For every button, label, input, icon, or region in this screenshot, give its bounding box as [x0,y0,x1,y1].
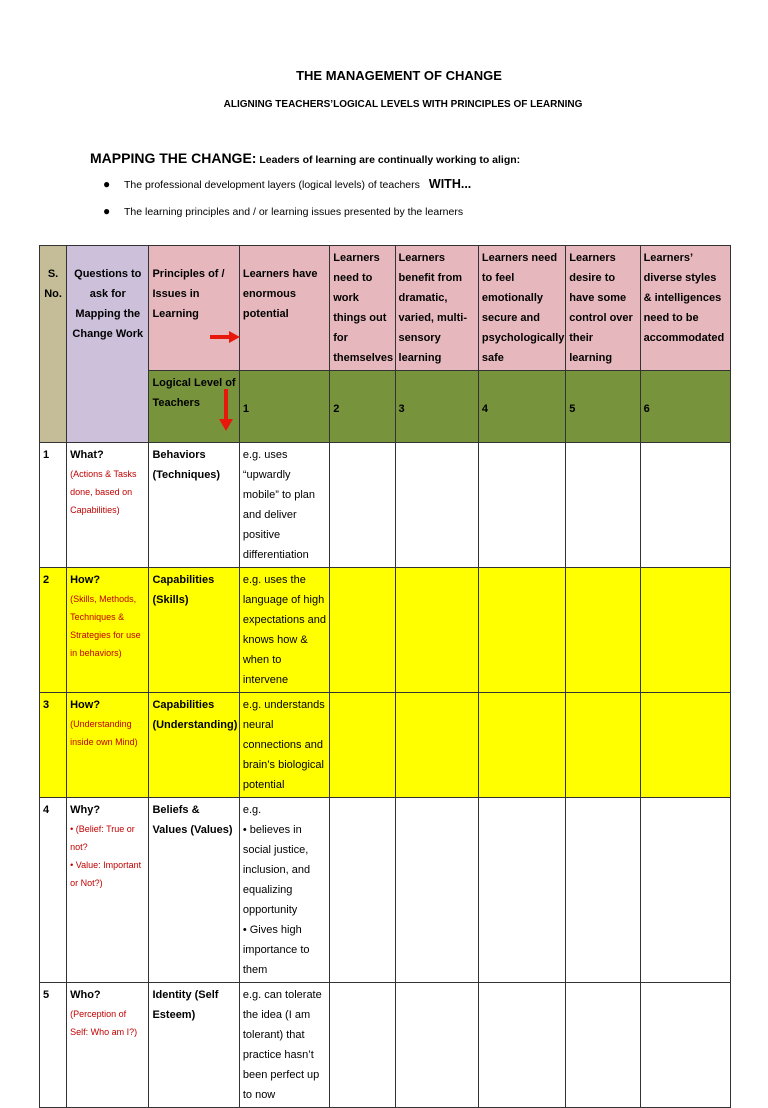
empty-cell [478,443,565,568]
empty-cell [566,693,640,798]
row-example: e.g. uses the language of high expectations and knows how & when to intervene [239,568,329,693]
empty-cell [640,693,730,798]
row-example: e.g. can tolerate the idea (I am tolerant) that practice hasn’t been perfect up to now [239,983,329,1108]
row-example [239,798,329,983]
question-label: What? [70,449,104,461]
arrow-right-icon [210,331,240,343]
empty-cell [330,798,395,983]
logical-level-label: Logical Level of Teachers [149,371,239,443]
with-label: WITH... [428,177,472,191]
empty-cell [640,798,730,983]
empty-cell [395,693,478,798]
bullet-icon: ● [103,204,111,218]
question-label: Why? [70,804,101,816]
row-level: Capabilities (Understanding) [149,693,239,798]
row-level: Beliefs & Values (Values) [149,798,239,983]
header-col-6: Learners’ diverse styles & intelligences need to be accommodated [640,246,730,371]
row-question [67,568,149,693]
header-col-5: Learners desire to have some control over their learning [566,246,640,371]
empty-cell [478,798,565,983]
question-label: How? [70,699,101,711]
row-sno: 2 [40,568,67,693]
example-intro: e.g. [242,804,262,816]
empty-cell [330,443,395,568]
mapping-intro [90,150,520,166]
row-level: Behaviors (Techniques) [149,443,239,568]
header-col-4: Learners need to feel emotionally secure and psychologically safe [478,246,565,371]
col-number-2: 2 [330,371,395,443]
row-level: Identity (Self Esteem) [149,983,239,1108]
empty-cell [640,443,730,568]
arrow-down-icon [219,389,233,431]
empty-cell [330,568,395,693]
empty-cell [395,443,478,568]
bullet-item [103,177,471,191]
empty-cell [566,798,640,983]
header-questions: Questions to ask for Mapping the Change Work [67,246,149,443]
row-example: e.g. understands neural connections and brain’s biological potential [239,693,329,798]
question-label: Who? [70,989,101,1001]
mapping-text: Leaders of learning are continually working to align: [259,154,521,166]
page-subtitle: ALIGNING TEACHERS’LOGICAL LEVELS WITH PRINCIPLES OF LEARNING [223,99,583,110]
table-row [40,983,731,1108]
question-note: • (Belief: True or not? [70,824,135,852]
header-col-2: Learners need to work things out for themselves [330,246,395,371]
mapping-lead: MAPPING THE CHANGE: [90,150,257,166]
row-question [67,983,149,1108]
col-number-4: 4 [478,371,565,443]
empty-cell [566,443,640,568]
row-sno: 5 [40,983,67,1108]
empty-cell [640,983,730,1108]
col-number-1: 1 [239,371,329,443]
empty-cell [566,568,640,693]
header-sno: S. No. [40,246,67,443]
header-col-1: Learners have enormous potential [239,246,329,371]
table-row [40,798,731,983]
bullet-text: The learning principles and / or learning issues presented by the learners [124,206,464,218]
bullet-item [103,204,463,218]
empty-cell [640,568,730,693]
empty-cell [395,798,478,983]
empty-cell [330,983,395,1108]
empty-cell [478,983,565,1108]
empty-cell [395,568,478,693]
header-row [40,246,731,371]
col-number-3: 3 [395,371,478,443]
table-row [40,443,731,568]
row-sno: 1 [40,443,67,568]
row-sno: 4 [40,798,67,983]
question-note: (Actions & Tasks done, based on Capabilities) [70,469,137,515]
example-point: • believes in social justice, inclusion, and equalizing opportunity [242,824,311,916]
empty-cell [478,693,565,798]
header-principles: Principles of / Issues in Learning [149,246,239,371]
page-title: THE MANAGEMENT OF CHANGE [296,68,502,83]
table-row [40,693,731,798]
table-row [40,568,731,693]
bullet-text: The professional development layers (logical levels) of teachers [124,179,420,191]
empty-cell [566,983,640,1108]
header-col-3: Learners benefit from dramatic, varied, multi-sensory learning [395,246,478,371]
row-question [67,443,149,568]
empty-cell [330,693,395,798]
question-note: (Skills, Methods, Techniques & Strategies for use in behaviors) [70,594,141,658]
question-note: • Value: Important or Not?) [70,860,142,888]
row-sno: 3 [40,693,67,798]
question-label: How? [70,574,101,586]
question-note: (Perception of Self: Who am I?) [70,1009,138,1037]
row-level: Capabilities (Skills) [149,568,239,693]
mapping-table [39,245,731,1108]
empty-cell [478,568,565,693]
row-question [67,693,149,798]
col-number-6: 6 [640,371,730,443]
question-note: (Understanding inside own Mind) [70,719,138,747]
row-question [67,798,149,983]
col-number-5: 5 [566,371,640,443]
example-point: • Gives high importance to them [242,924,310,976]
empty-cell [395,983,478,1108]
row-example: e.g. uses “upwardly mobile” to plan and deliver positive differentiation [239,443,329,568]
bullet-icon: ● [103,177,111,191]
